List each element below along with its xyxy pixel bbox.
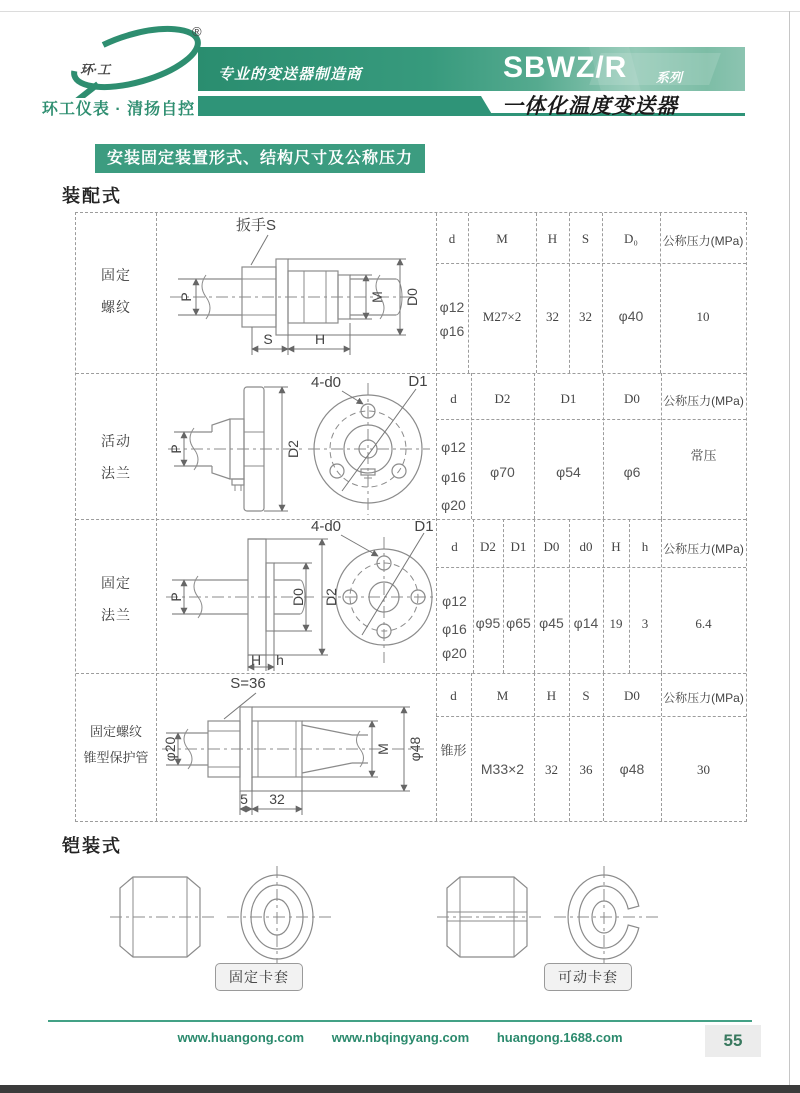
grid-line (436, 716, 746, 717)
series-suffix: 系列 (656, 70, 683, 85)
cell: φ40 (618, 308, 644, 324)
dim-label-s36: S=36 (230, 675, 266, 692)
dim-label-p: P (178, 292, 194, 302)
col-header: H (547, 231, 558, 246)
col-header: D1 (510, 539, 527, 554)
drawing-fixed-thread (156, 213, 436, 373)
ferrule-label-movable: 可动卡套 (544, 963, 632, 991)
col-header: 公称压力(MPa) (663, 691, 744, 705)
logo-tagline: 环工仪表 · 清扬自控 (41, 101, 196, 118)
cell: φ16 (442, 621, 467, 637)
col-header: S (581, 231, 590, 246)
col-header: S (582, 688, 590, 703)
cell: 3 (641, 616, 649, 631)
drawing-movable-flange (156, 373, 436, 519)
cell: 常压 (690, 448, 717, 463)
col-header: M (496, 231, 508, 246)
cell: 36 (579, 762, 593, 777)
row-label: 螺纹 (101, 299, 131, 315)
page-number: 55 (705, 1025, 761, 1057)
dim-label-phi48: φ48 (407, 736, 423, 762)
footer-link-nbqingyang[interactable]: www.nbqingyang.com (331, 1030, 470, 1045)
assembly-heading: 装配式 (62, 186, 122, 206)
logo-mark-text: 环·工 (80, 62, 111, 77)
dim-label-h: H (314, 331, 326, 347)
dim-label-d2: D2 (323, 588, 339, 606)
dim-label-4d0: 4-d0 (310, 519, 342, 535)
header-subbar (198, 96, 493, 116)
col-header: D2 (494, 391, 511, 406)
row-label: 固定 (101, 575, 131, 591)
footer-links (0, 1030, 800, 1045)
cell: φ20 (441, 497, 466, 513)
col-header: D0 (543, 539, 560, 554)
col-header: D₀ (624, 231, 638, 246)
page-top-edge (0, 11, 800, 12)
col-header: H (546, 688, 557, 703)
dim-label-s: S (263, 331, 273, 347)
cell: M33×2 (480, 761, 525, 777)
col-header: D2 (480, 539, 496, 554)
cell: φ14 (573, 615, 599, 631)
assembly-table (75, 212, 747, 822)
cell: φ70 (490, 464, 515, 480)
dim-label-p: P (168, 444, 184, 454)
cell: φ12 (439, 299, 465, 315)
page-right-edge (789, 11, 790, 1085)
col-header: d (450, 688, 457, 703)
cell: M27×2 (482, 309, 522, 324)
armored-heading: 铠装式 (62, 836, 122, 856)
dim-label-d2: D2 (285, 440, 301, 458)
dim-label-d0: D0 (290, 588, 306, 606)
row-label: 活动 (101, 433, 131, 449)
cell: 32 (545, 762, 558, 777)
grid-line (436, 419, 746, 420)
col-header: d0 (579, 539, 593, 554)
dim-label-h: h (276, 652, 284, 668)
cell: 30 (697, 762, 710, 777)
dim-label-d0: D0 (404, 288, 420, 306)
cell: φ12 (442, 593, 467, 609)
col-header: d (451, 539, 458, 554)
cell: φ12 (441, 439, 466, 455)
grid-line (436, 567, 746, 568)
banner-slogan: 专业的变送器制造商 (218, 66, 363, 83)
row-label: 固定 (101, 267, 131, 283)
row-label: 法兰 (101, 465, 131, 481)
cell: 32 (546, 309, 559, 324)
col-header: 公称压力(MPa) (663, 394, 744, 408)
col-header: D0 (624, 688, 640, 703)
cell: 10 (696, 309, 710, 324)
col-header: D0 (624, 391, 640, 406)
dim-label-m: M (375, 743, 391, 755)
cell: φ20 (442, 645, 467, 661)
dim-label-H: H (250, 652, 262, 668)
col-header: 公称压力(MPa) (663, 542, 744, 556)
company-logo (36, 20, 216, 98)
col-header: h (641, 539, 649, 554)
dim-label-wrench: 扳手S (235, 217, 277, 234)
cell: φ16 (439, 323, 465, 339)
col-header: H (611, 539, 621, 554)
drawing-movable-ferrule (432, 862, 672, 974)
dim-label-p: P (168, 592, 184, 602)
footer-link-huangong[interactable]: www.huangong.com (177, 1030, 305, 1045)
cell: φ48 (619, 761, 645, 777)
col-header: 公称压力(MPa) (662, 234, 744, 248)
dim-label-phi20: φ20 (162, 736, 178, 762)
footer-divider (48, 1020, 752, 1022)
col-header: d (448, 231, 456, 246)
ferrule-label-fixed: 固定卡套 (215, 963, 303, 991)
col-header: d (450, 391, 457, 406)
cell: φ54 (556, 464, 581, 480)
cell: 6.4 (695, 616, 712, 631)
dim-label-4d0: 4-d0 (310, 374, 342, 391)
page-bottom-edge (0, 1085, 800, 1093)
cell: 锥形 (440, 743, 467, 758)
cell: 32 (579, 309, 592, 324)
dim-label-d1: D1 (408, 373, 428, 390)
col-header: M (496, 688, 509, 703)
row-label: 固定螺纹 (89, 724, 142, 739)
footer-link-1688[interactable]: huangong.1688.com (496, 1030, 623, 1045)
drawing-conical-tube (156, 673, 436, 821)
registered-mark: ® (192, 24, 202, 39)
dim-label-5: 5 (240, 791, 248, 807)
row-label: 锥型保护管 (83, 750, 149, 765)
series-name: SBWZ/R (503, 51, 628, 84)
cell: 19 (609, 616, 623, 631)
row-label: 法兰 (101, 607, 131, 623)
dim-label-m: M (369, 291, 385, 303)
dim-label-d1: D1 (414, 519, 434, 535)
cell: φ6 (623, 464, 641, 480)
drawing-fixed-ferrule (105, 862, 345, 974)
cell: φ16 (441, 469, 466, 485)
cell: φ65 (506, 615, 531, 631)
cell: φ45 (539, 615, 564, 631)
col-header: D1 (560, 391, 577, 406)
drawing-fixed-flange (156, 519, 436, 673)
cell: φ95 (475, 615, 501, 631)
grid-line (436, 263, 746, 264)
header-banner (198, 47, 745, 91)
product-name: 一体化温度变送器 (502, 95, 678, 118)
section-title: 安装固定装置形式、结构尺寸及公称压力 (95, 144, 425, 173)
dim-label-32: 32 (269, 791, 285, 807)
